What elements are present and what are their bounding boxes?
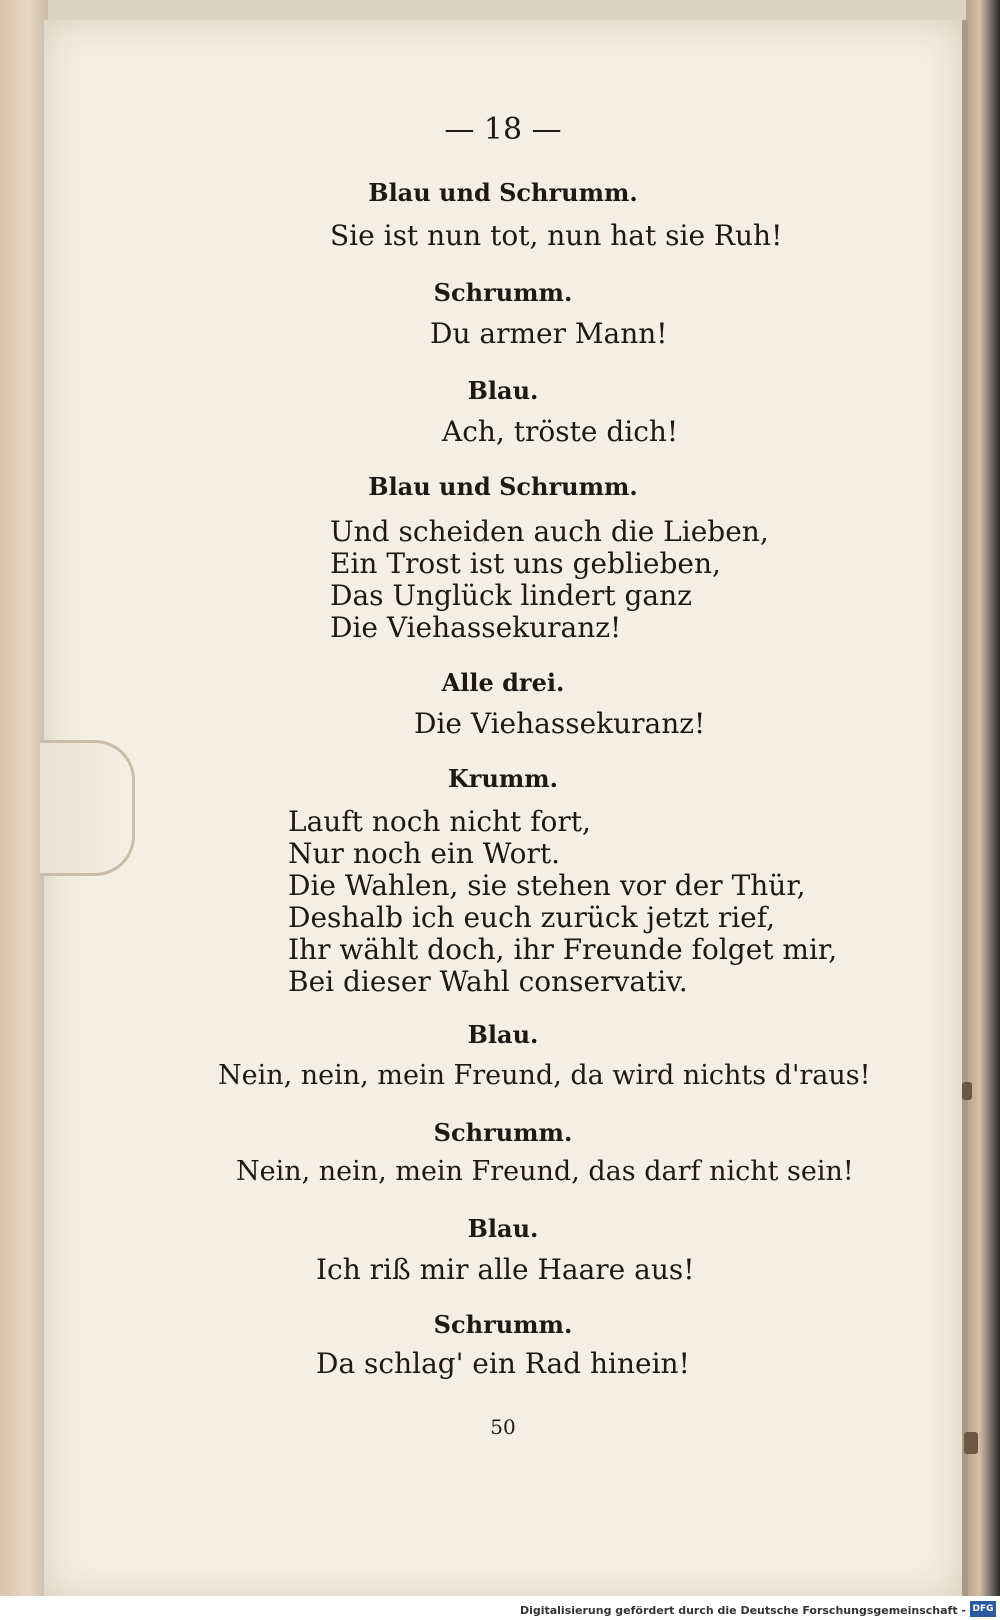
speaker-heading: Blau und Schrumm.	[368, 472, 638, 501]
verse-line: Die Wahlen, sie stehen vor der Thür,	[288, 869, 806, 902]
speaker-heading: Blau und Schrumm.	[368, 178, 638, 207]
verse-line: Sie ist nun tot, nun hat sie Ruh!	[330, 219, 783, 252]
verse-line: Und scheiden auch die Lieben,	[330, 515, 769, 548]
verse-line: Die Viehassekuranz!	[330, 611, 622, 644]
speaker-heading: Blau.	[467, 1214, 539, 1243]
speaker-heading: Blau.	[467, 1020, 539, 1049]
verse-line: Da schlag' ein Rad hinein!	[316, 1347, 690, 1380]
verse-line: Ihr wählt doch, ihr Freunde folget mir,	[288, 933, 838, 966]
footer-bar	[0, 1596, 1000, 1620]
verse-line: Deshalb ich euch zurück jetzt rief,	[288, 901, 776, 934]
verse-line: Lauft noch nicht fort,	[288, 805, 591, 838]
verse-line: Ach, tröste dich!	[442, 415, 679, 448]
digitization-credit: Digitalisierung gefördert durch die Deutsche Forschungsgemeinschaft -	[519, 1604, 966, 1617]
page-number: 50	[490, 1415, 516, 1439]
speaker-heading: Schrumm.	[433, 278, 573, 307]
verse-line: Ich riß mir alle Haare aus!	[316, 1253, 695, 1286]
book-page	[44, 20, 968, 1600]
speaker-heading: Krumm.	[447, 764, 559, 793]
speaker-heading: Schrumm.	[433, 1310, 573, 1339]
verse-line: Nein, nein, mein Freund, das darf nicht sein!	[236, 1156, 854, 1187]
verse-line: Die Viehassekuranz!	[414, 707, 706, 740]
dfg-logo-icon: DFG	[970, 1601, 996, 1617]
page-header: — 18 —	[444, 112, 562, 147]
verse-line: Du armer Mann!	[430, 317, 668, 350]
verse-line: Bei dieser Wahl conservativ.	[288, 965, 688, 998]
speaker-heading: Alle drei.	[441, 668, 565, 697]
page-edge-mark	[964, 1432, 978, 1454]
page-edge-mark	[962, 1082, 972, 1100]
verse-line: Nein, nein, mein Freund, da wird nichts d'raus!	[218, 1060, 871, 1091]
speaker-heading: Schrumm.	[433, 1118, 573, 1147]
speaker-heading: Blau.	[467, 376, 539, 405]
verse-line: Das Unglück lindert ganz	[330, 579, 692, 612]
verse-line: Nur noch ein Wort.	[288, 837, 561, 870]
verse-line: Ein Trost ist uns geblieben,	[330, 547, 721, 580]
